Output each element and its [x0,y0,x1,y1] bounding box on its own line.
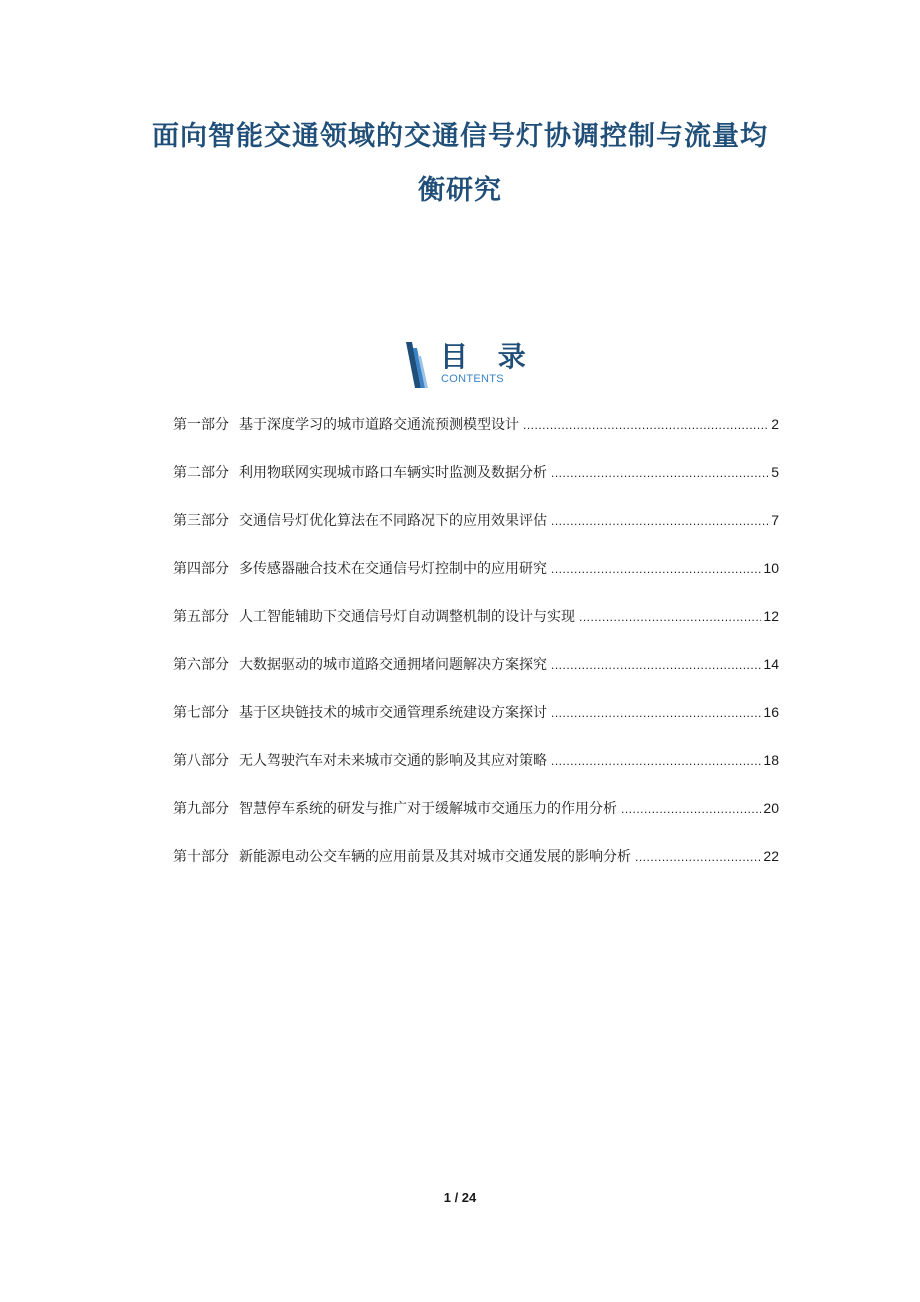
document-title-line-1: 面向智能交通领域的交通信号灯协调控制与流量均 [152,121,768,152]
toc-entry-title: 大数据驱动的城市道路交通拥堵问题解决方案探究 [239,657,547,673]
toc-dot-leader [551,749,761,773]
toc-entry[interactable] [173,652,779,700]
toc-entry-title: 基于区块链技术的城市交通管理系统建设方案探讨 [239,705,547,721]
toc-entry[interactable] [173,700,779,748]
toc-entry[interactable] [173,844,779,892]
page-indicator: 1 / 24 [443,1190,477,1205]
toc-entry-page: 18 [763,752,779,768]
toc-entry-page: 5 [771,464,779,480]
toc-entry-part: 第五部分 [173,609,229,625]
toc-entry[interactable] [173,460,779,508]
toc-entry-part: 第十部分 [173,849,229,865]
toc-entry-title: 利用物联网实现城市路口车辆实时监测及数据分析 [239,465,547,481]
toc-entry-part: 第三部分 [173,513,229,529]
toc-entry-page: 12 [763,608,779,624]
toc-list [173,412,779,892]
document-title [100,110,820,218]
toc-entry-title: 交通信号灯优化算法在不同路况下的应用效果评估 [239,513,547,529]
toc-dot-leader [551,653,761,677]
toc-entry-page: 14 [763,656,779,672]
toc-entry[interactable] [173,412,779,460]
toc-dot-leader [551,461,769,485]
toc-entry-page: 16 [763,704,779,720]
toc-entry-part: 第二部分 [173,465,229,481]
toc-entry[interactable] [173,748,779,796]
toc-dot-leader [635,845,761,869]
toc-entry-part: 第六部分 [173,657,229,673]
toc-entry[interactable] [173,604,779,652]
toc-header [404,340,534,390]
toc-entry[interactable] [173,556,779,604]
toc-entry-title: 新能源电动公交车辆的应用前景及其对城市交通发展的影响分析 [239,849,631,865]
contents-logo-icon [404,342,434,388]
toc-entry[interactable] [173,508,779,556]
toc-entry-part: 第四部分 [173,561,229,577]
toc-dot-leader [523,413,769,437]
toc-dot-leader [551,701,761,725]
toc-entry-page: 10 [763,560,779,576]
toc-entry-title: 智慧停车系统的研发与推广对于缓解城市交通压力的作用分析 [239,801,617,817]
toc-heading: 目 录 [440,340,536,373]
document-title-line-2: 衡研究 [418,175,502,206]
toc-entry[interactable] [173,796,779,844]
toc-entry-part: 第八部分 [173,753,229,769]
toc-dot-leader [579,605,761,629]
toc-entry-part: 第一部分 [173,417,229,433]
toc-dot-leader [551,557,761,581]
toc-entry-page: 22 [763,848,779,864]
toc-entry-title: 多传感器融合技术在交通信号灯控制中的应用研究 [239,561,547,577]
toc-entry-page: 2 [771,416,779,432]
toc-dot-leader [551,509,769,533]
toc-entry-title: 基于深度学习的城市道路交通流预测模型设计 [239,417,519,433]
toc-entry-page: 7 [771,512,779,528]
toc-entry-part: 第九部分 [173,801,229,817]
toc-subheading: CONTENTS [441,373,504,385]
toc-dot-leader [621,797,761,821]
toc-entry-title: 无人驾驶汽车对未来城市交通的影响及其应对策略 [239,753,547,769]
toc-entry-page: 20 [763,800,779,816]
toc-entry-title: 人工智能辅助下交通信号灯自动调整机制的设计与实现 [239,609,575,625]
toc-entry-part: 第七部分 [173,705,229,721]
